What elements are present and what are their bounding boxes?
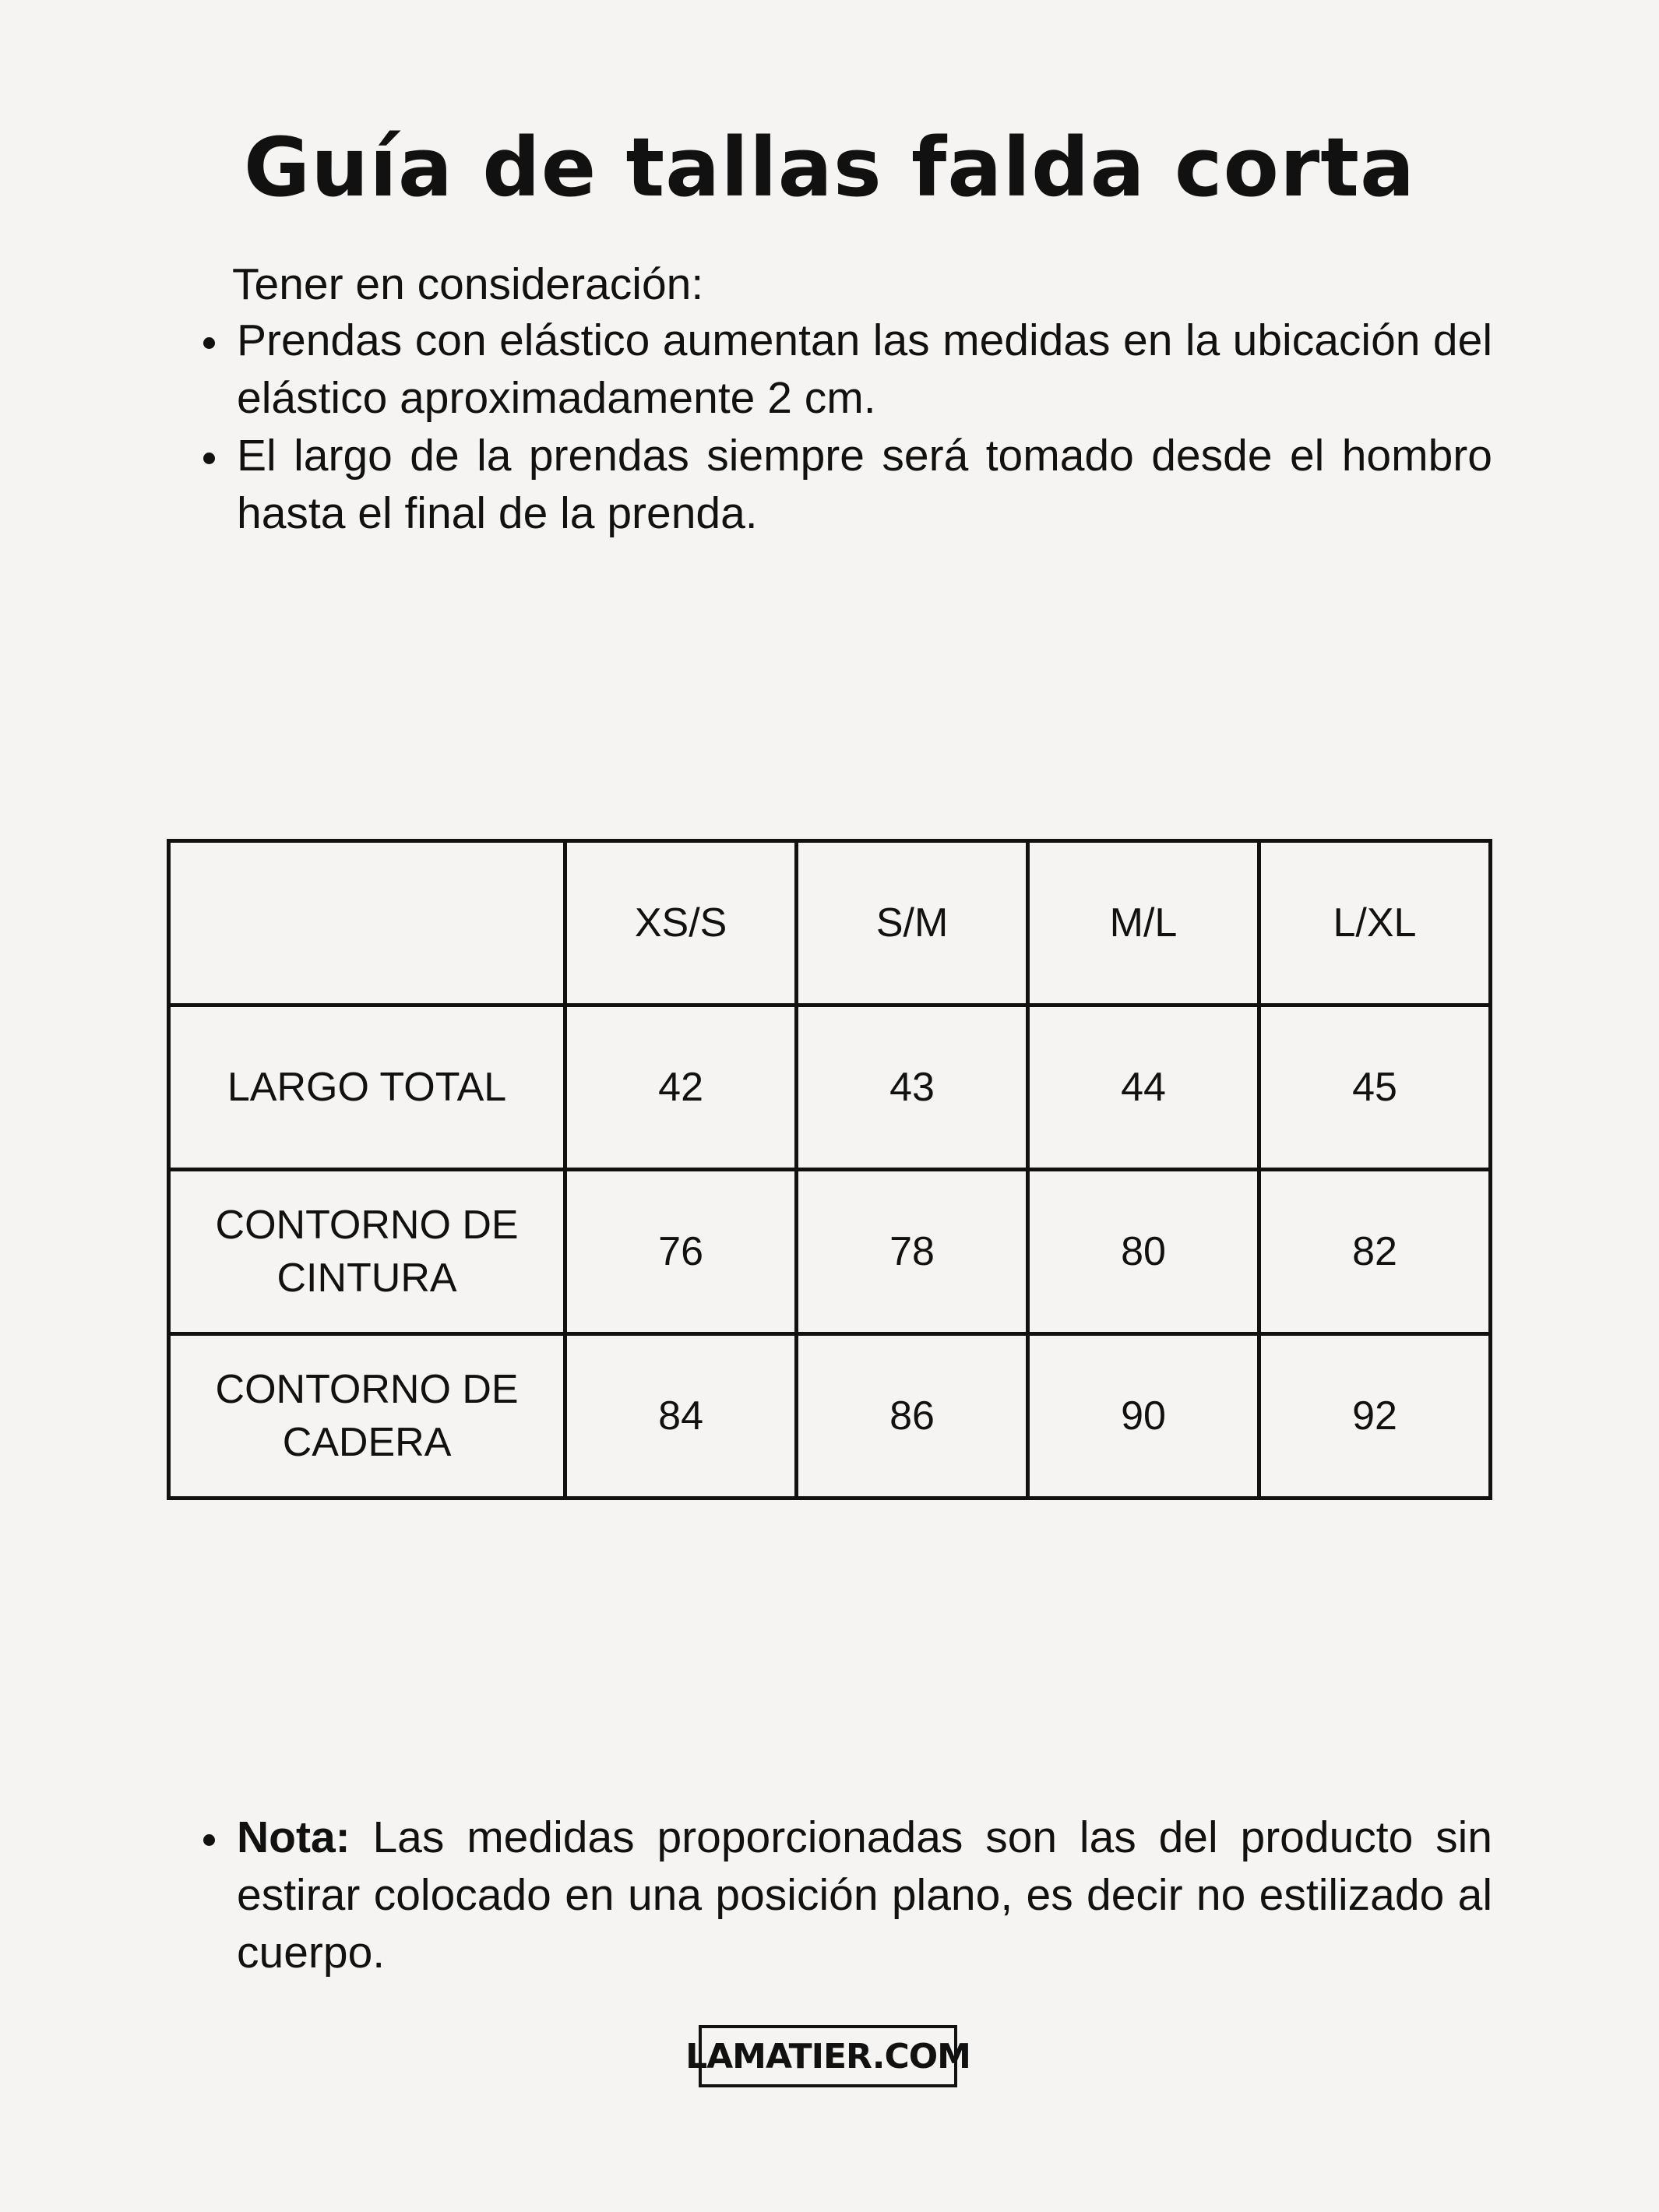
table-cell: 84 [565, 1334, 797, 1499]
note-list [237, 1809, 1492, 1981]
table-cell: 42 [565, 1006, 797, 1170]
table-cell: 92 [1259, 1334, 1491, 1499]
page-title: Guía de tallas falda corta [243, 120, 1416, 215]
size-table [167, 839, 1492, 1500]
table-header-corner [169, 841, 565, 1006]
note-label: Nota: [237, 1812, 350, 1862]
consideration-list [237, 312, 1492, 542]
table-header-cell: M/L [1028, 841, 1259, 1006]
note-text: Las medidas proporcionadas son las del producto sin estirar colocado en una posición plano, es decir no estilizado al cuerpo. [237, 1812, 1492, 1978]
table-cell: 82 [1259, 1170, 1491, 1334]
consideration-item: El largo de la prendas siempre será tomado desde el hombro hasta el final de la prenda. [237, 427, 1492, 542]
table-cell: 45 [1259, 1006, 1491, 1170]
table-header-cell: S/M [797, 841, 1028, 1006]
table-row [169, 1006, 1491, 1170]
intro-text: Tener en consideración: [232, 259, 704, 309]
table-cell: 86 [797, 1334, 1028, 1499]
table-cell: 90 [1028, 1334, 1259, 1499]
table-cell: 44 [1028, 1006, 1259, 1170]
table-row [169, 1170, 1491, 1334]
note-item [237, 1809, 1492, 1981]
row-label: CONTORNO DE CINTURA [169, 1170, 565, 1334]
table-cell: 78 [797, 1170, 1028, 1334]
brand-logo: LAMATIER.COM [699, 2025, 957, 2087]
table-header-row [169, 841, 1491, 1006]
row-label: CONTORNO DE CADERA [169, 1334, 565, 1499]
row-label: LARGO TOTAL [169, 1006, 565, 1170]
table-cell: 76 [565, 1170, 797, 1334]
table-header-cell: XS/S [565, 841, 797, 1006]
table-cell: 43 [797, 1006, 1028, 1170]
table-header-cell: L/XL [1259, 841, 1491, 1006]
consideration-item: Prendas con elástico aumentan las medidas en la ubicación del elástico aproximadamente 2 cm. [237, 312, 1492, 427]
table-cell: 80 [1028, 1170, 1259, 1334]
table-row [169, 1334, 1491, 1499]
